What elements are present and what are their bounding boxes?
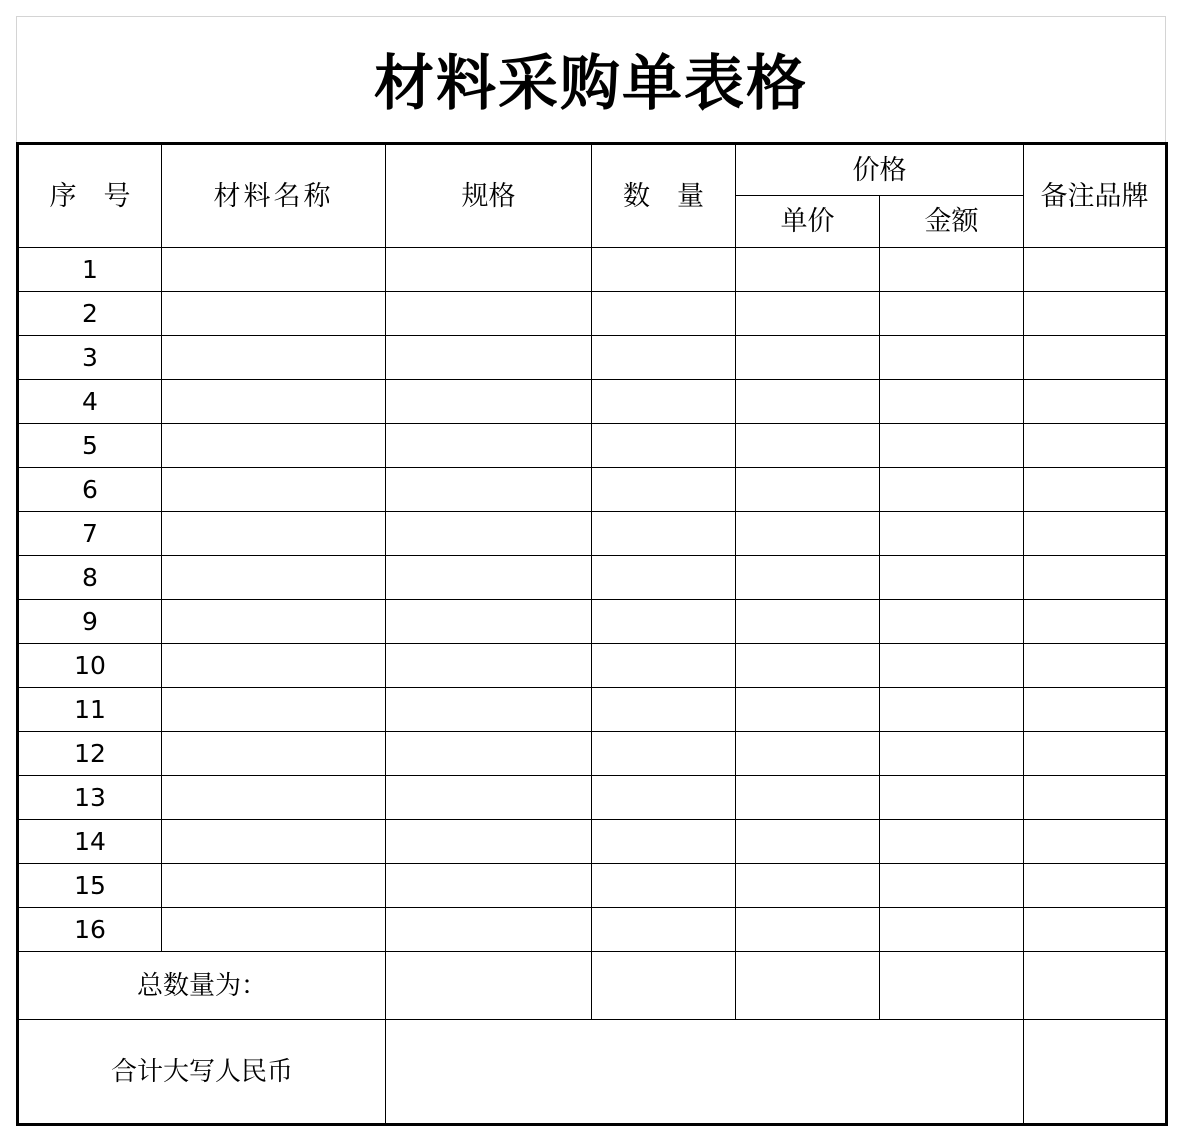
cell-remark[interactable] <box>1024 292 1167 336</box>
table-row <box>18 248 1167 292</box>
cell-quantity[interactable] <box>592 380 736 424</box>
cell-quantity[interactable] <box>592 248 736 292</box>
cell-remark[interactable] <box>1024 644 1167 688</box>
cell-spec[interactable] <box>386 908 592 952</box>
rmb-sum-value[interactable] <box>386 1020 1024 1125</box>
cell-unit-price[interactable] <box>736 468 880 512</box>
cell-remark[interactable] <box>1024 468 1167 512</box>
table-row <box>18 380 1167 424</box>
cell-remark[interactable] <box>1024 908 1167 952</box>
cell-amount[interactable] <box>880 512 1024 556</box>
table-row <box>18 468 1167 512</box>
cell-remark[interactable] <box>1024 336 1167 380</box>
cell-quantity[interactable] <box>592 512 736 556</box>
cell-quantity[interactable] <box>592 424 736 468</box>
cell-unit-price[interactable] <box>736 556 880 600</box>
table-row <box>18 556 1167 600</box>
cell-material-name[interactable] <box>162 512 386 556</box>
row-seq: 2 <box>18 292 162 336</box>
row-seq: 15 <box>18 864 162 908</box>
row-seq: 3 <box>18 336 162 380</box>
cell-amount[interactable] <box>880 732 1024 776</box>
table-row <box>18 644 1167 688</box>
cell-quantity[interactable] <box>592 732 736 776</box>
cell-quantity[interactable] <box>592 468 736 512</box>
row-seq: 7 <box>18 512 162 556</box>
cell-quantity[interactable] <box>592 688 736 732</box>
cell-material-name[interactable] <box>162 292 386 336</box>
cell-material-name[interactable] <box>162 864 386 908</box>
cell-amount[interactable] <box>880 908 1024 952</box>
cell-amount[interactable] <box>880 336 1024 380</box>
row-seq: 11 <box>18 688 162 732</box>
cell-spec[interactable] <box>386 688 592 732</box>
table-row <box>18 864 1167 908</box>
table-row <box>18 776 1167 820</box>
cell-quantity[interactable] <box>592 336 736 380</box>
cell-remark[interactable] <box>1024 248 1167 292</box>
total-unit-price-cell[interactable] <box>736 952 880 1020</box>
cell-spec[interactable] <box>386 644 592 688</box>
cell-material-name[interactable] <box>162 820 386 864</box>
table-row <box>18 732 1167 776</box>
cell-quantity[interactable] <box>592 600 736 644</box>
row-seq: 14 <box>18 820 162 864</box>
total-spec-cell[interactable] <box>386 952 592 1020</box>
cell-material-name[interactable] <box>162 380 386 424</box>
row-seq: 6 <box>18 468 162 512</box>
cell-remark[interactable] <box>1024 424 1167 468</box>
cell-amount[interactable] <box>880 864 1024 908</box>
cell-unit-price[interactable] <box>736 776 880 820</box>
total-quantity-cell[interactable] <box>592 952 736 1020</box>
header-material-name: 材料名称 <box>162 144 386 248</box>
cell-unit-price[interactable] <box>736 908 880 952</box>
cell-unit-price[interactable] <box>736 380 880 424</box>
cell-remark[interactable] <box>1024 512 1167 556</box>
cell-material-name[interactable] <box>162 336 386 380</box>
cell-quantity[interactable] <box>592 908 736 952</box>
cell-material-name[interactable] <box>162 776 386 820</box>
cell-quantity[interactable] <box>592 556 736 600</box>
cell-spec[interactable] <box>386 864 592 908</box>
table-row <box>18 908 1167 952</box>
cell-amount[interactable] <box>880 248 1024 292</box>
cell-material-name[interactable] <box>162 556 386 600</box>
cell-quantity[interactable] <box>592 820 736 864</box>
total-remark-cell[interactable] <box>1024 952 1167 1020</box>
cell-remark[interactable] <box>1024 820 1167 864</box>
cell-material-name[interactable] <box>162 688 386 732</box>
cell-spec[interactable] <box>386 424 592 468</box>
cell-spec[interactable] <box>386 556 592 600</box>
cell-amount[interactable] <box>880 424 1024 468</box>
cell-spec[interactable] <box>386 380 592 424</box>
cell-remark[interactable] <box>1024 380 1167 424</box>
purchase-table <box>16 142 1168 1126</box>
row-seq: 5 <box>18 424 162 468</box>
cell-spec[interactable] <box>386 512 592 556</box>
cell-quantity[interactable] <box>592 292 736 336</box>
cell-spec[interactable] <box>386 468 592 512</box>
cell-unit-price[interactable] <box>736 820 880 864</box>
cell-unit-price[interactable] <box>736 248 880 292</box>
row-seq: 12 <box>18 732 162 776</box>
row-seq: 4 <box>18 380 162 424</box>
cell-unit-price[interactable] <box>736 424 880 468</box>
cell-material-name[interactable] <box>162 468 386 512</box>
header-amount: 金额 <box>880 196 1024 248</box>
table-row <box>18 688 1167 732</box>
rmb-sum-label: 合计大写人民币 <box>18 1020 386 1125</box>
total-quantity-row <box>18 952 1167 1020</box>
cell-unit-price[interactable] <box>736 864 880 908</box>
cell-remark[interactable] <box>1024 688 1167 732</box>
cell-spec[interactable] <box>386 336 592 380</box>
cell-material-name[interactable] <box>162 732 386 776</box>
table-row <box>18 512 1167 556</box>
row-seq: 8 <box>18 556 162 600</box>
cell-amount[interactable] <box>880 380 1024 424</box>
cell-quantity[interactable] <box>592 864 736 908</box>
header-remark-brand: 备注品牌 <box>1024 144 1167 248</box>
cell-amount[interactable] <box>880 292 1024 336</box>
table-row <box>18 292 1167 336</box>
cell-amount[interactable] <box>880 468 1024 512</box>
cell-spec[interactable] <box>386 732 592 776</box>
rmb-sum-remark[interactable] <box>1024 1020 1167 1125</box>
cell-material-name[interactable] <box>162 600 386 644</box>
cell-spec[interactable] <box>386 776 592 820</box>
cell-material-name[interactable] <box>162 644 386 688</box>
cell-remark[interactable] <box>1024 600 1167 644</box>
table-row <box>18 820 1167 864</box>
page-title: 材料采购单表格 <box>374 49 808 119</box>
cell-spec[interactable] <box>386 820 592 864</box>
row-seq: 16 <box>18 908 162 952</box>
row-seq: 9 <box>18 600 162 644</box>
header-price-group: 价格 <box>736 144 1024 196</box>
cell-unit-price[interactable] <box>736 600 880 644</box>
total-amount-cell[interactable] <box>880 952 1024 1020</box>
cell-material-name[interactable] <box>162 908 386 952</box>
cell-spec[interactable] <box>386 248 592 292</box>
row-seq: 13 <box>18 776 162 820</box>
cell-remark[interactable] <box>1024 732 1167 776</box>
cell-material-name[interactable] <box>162 248 386 292</box>
cell-unit-price[interactable] <box>736 512 880 556</box>
cell-material-name[interactable] <box>162 424 386 468</box>
cell-amount[interactable] <box>880 688 1024 732</box>
rmb-sum-row <box>18 1020 1167 1125</box>
table-row <box>18 336 1167 380</box>
cell-spec[interactable] <box>386 600 592 644</box>
cell-unit-price[interactable] <box>736 292 880 336</box>
cell-unit-price[interactable] <box>736 688 880 732</box>
cell-amount[interactable] <box>880 600 1024 644</box>
cell-amount[interactable] <box>880 776 1024 820</box>
row-seq: 1 <box>18 248 162 292</box>
cell-spec[interactable] <box>386 292 592 336</box>
cell-remark[interactable] <box>1024 776 1167 820</box>
cell-amount[interactable] <box>880 644 1024 688</box>
cell-remark[interactable] <box>1024 864 1167 908</box>
cell-unit-price[interactable] <box>736 644 880 688</box>
cell-quantity[interactable] <box>592 644 736 688</box>
header-unit-price: 单价 <box>736 196 880 248</box>
cell-unit-price[interactable] <box>736 732 880 776</box>
header-seq: 序 号 <box>18 144 162 248</box>
table-row <box>18 424 1167 468</box>
cell-remark[interactable] <box>1024 556 1167 600</box>
cell-amount[interactable] <box>880 556 1024 600</box>
total-quantity-label: 总数量为： <box>18 952 386 1020</box>
row-seq: 10 <box>18 644 162 688</box>
cell-quantity[interactable] <box>592 776 736 820</box>
header-spec: 规格 <box>386 144 592 248</box>
header-quantity: 数 量 <box>592 144 736 248</box>
table-row <box>18 600 1167 644</box>
cell-amount[interactable] <box>880 820 1024 864</box>
cell-unit-price[interactable] <box>736 336 880 380</box>
